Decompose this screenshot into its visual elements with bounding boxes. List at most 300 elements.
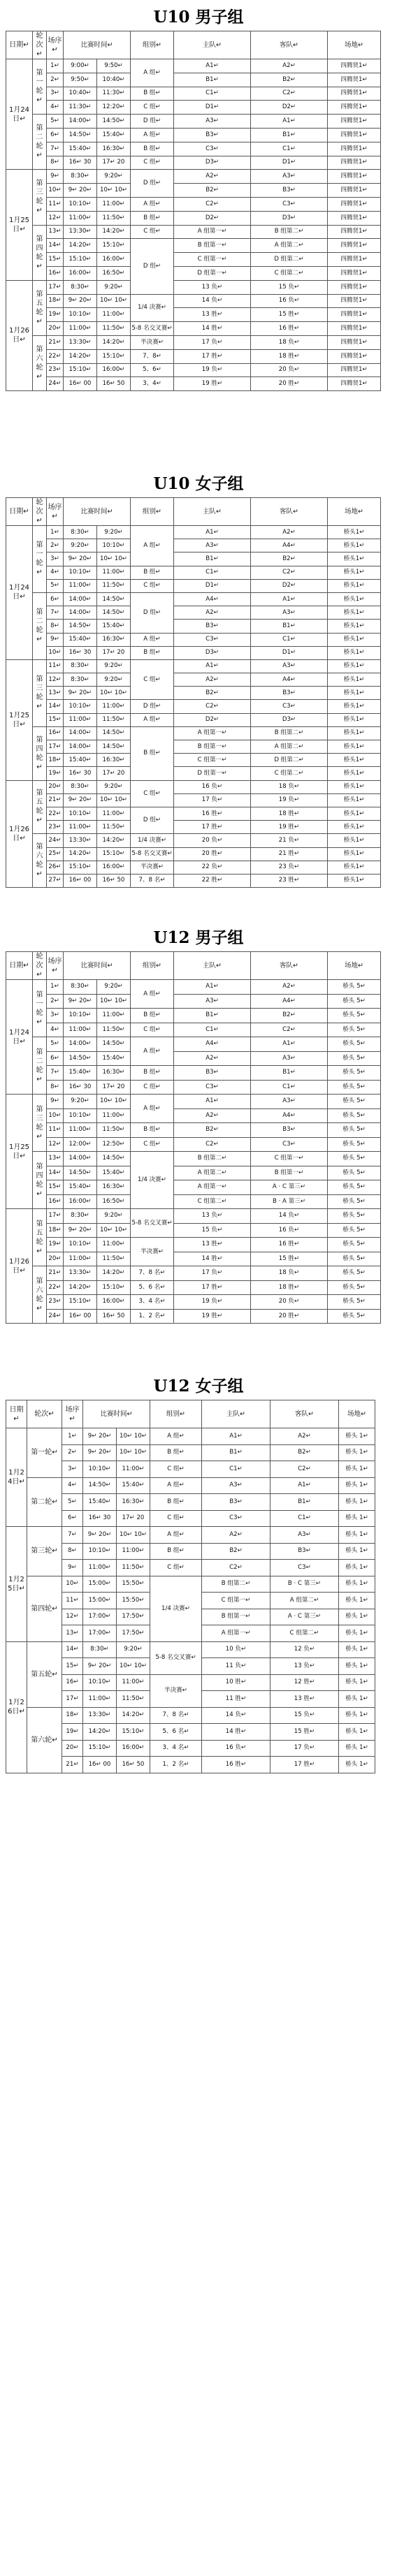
away-team-cell: A1↵ xyxy=(251,115,328,129)
start-time-cell: 9↵ 20↵ xyxy=(64,1223,97,1238)
date-cell: 1月26日↵ xyxy=(6,780,33,888)
match-no-cell: 13↵ xyxy=(47,687,64,700)
start-time-cell: 15:40↵ xyxy=(64,754,97,767)
away-team-cell: C2↵ xyxy=(270,1461,339,1478)
end-time-cell: 16:00↵ xyxy=(97,1295,131,1310)
venue-cell: 四腾贤1↵ xyxy=(328,322,381,336)
match-no-cell: 7↵ xyxy=(47,1066,64,1081)
home-team-cell: A2↵ xyxy=(174,1051,251,1066)
date-cell: 1月24日↵ xyxy=(6,526,33,660)
start-time-cell: 13:30↵ xyxy=(64,834,97,847)
home-team-cell: 17 胜↵ xyxy=(174,1280,251,1295)
end-time-cell: 17↵ 20 xyxy=(97,156,131,170)
table-row xyxy=(6,1461,375,1478)
away-team-cell: A3↵ xyxy=(251,1095,328,1109)
start-time-cell: 14:00↵ xyxy=(64,1152,97,1166)
home-team-cell: 16 负↵ xyxy=(174,780,251,793)
match-no-cell: 16↵ xyxy=(62,1674,83,1691)
home-team-cell: 13 胜↵ xyxy=(174,308,251,322)
end-time-cell: 15:40↵ xyxy=(97,620,131,633)
end-time-cell: 11:50↵ xyxy=(97,713,131,726)
group-cell: 5、6 名↵ xyxy=(131,1280,174,1295)
end-time-cell: 11:50↵ xyxy=(97,1123,131,1138)
start-time-cell: 11:30↵ xyxy=(64,101,97,115)
venue-cell: 桥头1↵ xyxy=(328,767,381,780)
home-team-cell: B3↵ xyxy=(202,1494,270,1511)
away-team-cell: A1↵ xyxy=(251,1037,328,1052)
group-cell: 3、4 名↵ xyxy=(131,1295,174,1310)
away-team-cell: B 组第二↵ xyxy=(251,225,328,239)
round-cell: 第六轮↵ xyxy=(33,1266,47,1324)
match-no-cell: 7↵ xyxy=(47,142,64,156)
venue-cell: 桥头 5↵ xyxy=(328,1066,381,1081)
home-team-cell: A1↵ xyxy=(202,1428,270,1445)
table-row xyxy=(6,566,381,579)
end-time-cell: 17:50↵ xyxy=(117,1609,150,1625)
header-date: 日期↵ xyxy=(6,498,33,526)
venue-cell: 四腾贤1↵ xyxy=(328,128,381,142)
table-row xyxy=(6,87,381,101)
venue-cell: 桥头 1↵ xyxy=(339,1510,375,1527)
home-team-cell: B2↵ xyxy=(202,1543,270,1560)
venue-cell: 桥头1↵ xyxy=(328,566,381,579)
match-no-cell: 17↵ xyxy=(62,1691,83,1708)
date-cell: 1月24日↵ xyxy=(6,1428,27,1527)
home-team-cell: C2↵ xyxy=(174,1137,251,1152)
start-time-cell: 8:30↵ xyxy=(64,526,97,539)
home-team-cell: B 组第二↵ xyxy=(202,1576,270,1593)
venue-cell: 桥头 5↵ xyxy=(328,1194,381,1209)
away-team-cell: C1↵ xyxy=(251,142,328,156)
match-no-cell: 17↵ xyxy=(47,740,64,754)
start-time-cell: 9↵ 20↵ xyxy=(83,1527,117,1544)
start-time-cell: 15:10↵ xyxy=(64,363,97,377)
group-cell: 1、2 名↵ xyxy=(150,1757,202,1773)
end-time-cell: 15:10↵ xyxy=(97,239,131,253)
match-no-cell: 21↵ xyxy=(62,1757,83,1773)
group-cell: A 组↵ xyxy=(131,526,174,566)
home-team-cell: 17 负↵ xyxy=(174,335,251,349)
venue-cell: 桥头 5↵ xyxy=(328,1123,381,1138)
venue-cell: 桥头 5↵ xyxy=(328,1238,381,1252)
table-row xyxy=(6,377,381,391)
table-row xyxy=(6,1309,381,1324)
venue-cell: 桥头 1↵ xyxy=(339,1707,375,1724)
match-no-cell: 16↵ xyxy=(47,1194,64,1209)
table-row xyxy=(6,633,381,646)
end-time-cell: 14:50↵ xyxy=(97,740,131,754)
venue-cell: 四腾贤1↵ xyxy=(328,253,381,267)
start-time-cell: 16↵ 00 xyxy=(83,1757,117,1773)
end-time-cell: 9:20↵ xyxy=(97,280,131,294)
home-team-cell: B3↵ xyxy=(174,1066,251,1081)
table-row xyxy=(6,1674,375,1691)
header-time: 比赛时间↵ xyxy=(64,498,131,526)
match-no-cell: 18↵ xyxy=(62,1707,83,1724)
away-team-cell: B3↵ xyxy=(270,1543,339,1560)
group-cell: 3、4 名↵ xyxy=(150,1740,202,1757)
round-cell: 第六轮↵ xyxy=(33,834,47,888)
away-team-cell: 18 胜↵ xyxy=(251,349,328,363)
header-home: 主队↵ xyxy=(174,952,251,980)
away-team-cell: 18 负↵ xyxy=(251,1266,328,1281)
home-team-cell: 13 胜↵ xyxy=(174,1238,251,1252)
header-time: 比赛时间↵ xyxy=(83,1400,150,1428)
header-group: 组别↵ xyxy=(131,498,174,526)
away-team-cell: C3↵ xyxy=(251,197,328,211)
end-time-cell: 11:00↵ xyxy=(97,807,131,820)
table-row xyxy=(6,253,381,267)
venue-cell: 桥头1↵ xyxy=(328,620,381,633)
round-cell: 第四轮↵ xyxy=(27,1576,62,1641)
start-time-cell: 14:20↵ xyxy=(64,1280,97,1295)
away-team-cell: A · C 第三↵ xyxy=(270,1609,339,1625)
venue-cell: 四腾贤1↵ xyxy=(328,239,381,253)
venue-cell: 桥头 5↵ xyxy=(328,1180,381,1195)
venue-cell: 桥头 1↵ xyxy=(339,1724,375,1741)
away-team-cell: A3↵ xyxy=(251,170,328,184)
home-team-cell: D 组第一↵ xyxy=(174,266,251,280)
round-cell: 第三轮↵ xyxy=(33,1095,47,1152)
venue-cell: 桥头 1↵ xyxy=(339,1641,375,1658)
home-team-cell: C1↵ xyxy=(202,1461,270,1478)
home-team-cell: 14 负↵ xyxy=(202,1707,270,1724)
table-row xyxy=(6,1080,381,1095)
end-time-cell: 16↵ 50 xyxy=(97,1309,131,1324)
header-date: 日期↵ xyxy=(6,31,33,59)
end-time-cell: 14:20↵ xyxy=(97,1266,131,1281)
end-time-cell: 14:50↵ xyxy=(97,1037,131,1052)
end-time-cell: 9:20↵ xyxy=(97,526,131,539)
group-cell: A 组↵ xyxy=(131,197,174,211)
home-team-cell: A3↵ xyxy=(174,539,251,552)
start-time-cell: 8:30↵ xyxy=(64,170,97,184)
end-time-cell: 11:00↵ xyxy=(97,566,131,579)
table-row xyxy=(6,73,381,87)
away-team-cell: D3↵ xyxy=(251,713,328,726)
round-cell: 第二轮↵ xyxy=(33,1037,47,1095)
table-row xyxy=(6,1477,375,1494)
match-no-cell: 21↵ xyxy=(47,793,64,807)
match-no-cell: 23↵ xyxy=(47,1295,64,1310)
match-no-cell: 6↵ xyxy=(47,1051,64,1066)
header-venue: 场地↵ xyxy=(339,1400,375,1428)
match-no-cell: 9↵ xyxy=(47,170,64,184)
venue-cell: 桥头1↵ xyxy=(328,592,381,606)
start-time-cell: 10:10↵ xyxy=(64,807,97,820)
home-team-cell: 16 负↵ xyxy=(202,1740,270,1757)
date-cell: 1月24日↵ xyxy=(6,980,33,1095)
header-home: 主队↵ xyxy=(174,31,251,59)
start-time-cell: 14:00↵ xyxy=(64,726,97,740)
home-team-cell: A1↵ xyxy=(174,59,251,73)
home-team-cell: C2↵ xyxy=(174,700,251,713)
away-team-cell: 16 胜↵ xyxy=(251,1238,328,1252)
match-no-cell: 7↵ xyxy=(62,1527,83,1544)
match-no-cell: 13↵ xyxy=(47,1152,64,1166)
group-cell: 1/4 决赛↵ xyxy=(131,294,174,322)
table-row xyxy=(6,1209,381,1224)
match-no-cell: 24↵ xyxy=(47,377,64,391)
match-no-cell: 8↵ xyxy=(62,1543,83,1560)
home-team-cell: A1↵ xyxy=(174,1095,251,1109)
table-row xyxy=(6,1428,375,1445)
header-home: 主队↵ xyxy=(174,498,251,526)
end-time-cell: 14:50↵ xyxy=(97,592,131,606)
group-cell: B 组↵ xyxy=(131,1066,174,1081)
venue-cell: 桥头 1↵ xyxy=(339,1444,375,1461)
match-no-cell: 17↵ xyxy=(47,280,64,294)
end-time-cell: 9:20↵ xyxy=(97,980,131,995)
group-cell: D 组↵ xyxy=(131,170,174,198)
group-cell: 1/4 决赛↵ xyxy=(150,1576,202,1641)
match-no-cell: 8↵ xyxy=(47,620,64,633)
group-cell: C 组↵ xyxy=(131,1023,174,1037)
away-team-cell: B2↵ xyxy=(251,73,328,87)
start-time-cell: 16↵ 30 xyxy=(64,646,97,659)
home-team-cell: 14 胜↵ xyxy=(174,1252,251,1266)
away-team-cell: 18 胜↵ xyxy=(251,1280,328,1295)
table-row xyxy=(6,170,381,184)
round-cell: 第三轮↵ xyxy=(33,659,47,726)
venue-cell: 四腾贤1↵ xyxy=(328,184,381,198)
match-no-cell: 15↵ xyxy=(62,1658,83,1675)
header-venue: 场地↵ xyxy=(328,952,381,980)
home-team-cell: C3↵ xyxy=(174,633,251,646)
table-row xyxy=(6,335,381,349)
end-time-cell: 15:10↵ xyxy=(97,847,131,861)
end-time-cell: 15:40↵ xyxy=(97,1051,131,1066)
venue-cell: 四腾贤1↵ xyxy=(328,101,381,115)
match-no-cell: 14↵ xyxy=(47,700,64,713)
venue-cell: 桥头 1↵ xyxy=(339,1428,375,1445)
away-team-cell: 19 胜↵ xyxy=(251,821,328,834)
start-time-cell: 10:10↵ xyxy=(64,1108,97,1123)
away-team-cell: B1↵ xyxy=(270,1494,339,1511)
start-time-cell: 14:20↵ xyxy=(64,847,97,861)
end-time-cell: 11:50↵ xyxy=(97,1023,131,1037)
table-row xyxy=(6,1238,381,1252)
table-row xyxy=(6,754,381,767)
date-cell: 1月26日↵ xyxy=(6,280,33,390)
start-time-cell: 11:00↵ xyxy=(64,713,97,726)
start-time-cell: 10:10↵ xyxy=(64,308,97,322)
group-cell: A 组↵ xyxy=(131,1095,174,1123)
end-time-cell: 11:00↵ xyxy=(97,308,131,322)
start-time-cell: 13:30↵ xyxy=(83,1707,117,1724)
header-away: 客队↵ xyxy=(251,498,328,526)
table-row xyxy=(6,1527,375,1544)
start-time-cell: 9↵ 20↵ xyxy=(83,1428,117,1445)
away-team-cell: D2↵ xyxy=(251,579,328,592)
round-cell: 第五轮↵ xyxy=(27,1641,62,1707)
start-time-cell: 11:00↵ xyxy=(83,1560,117,1576)
group-cell: B 组↵ xyxy=(150,1494,202,1511)
away-team-cell: 13 胜↵ xyxy=(270,1691,339,1708)
table-row xyxy=(6,539,381,552)
group-cell: B 组↵ xyxy=(131,1009,174,1023)
venue-cell: 桥头 1↵ xyxy=(339,1593,375,1609)
table-row xyxy=(6,280,381,294)
group-cell: 7、8 名↵ xyxy=(131,1266,174,1281)
home-team-cell: B2↵ xyxy=(174,1123,251,1138)
venue-cell: 桥头1↵ xyxy=(328,700,381,713)
away-team-cell: 21 胜↵ xyxy=(251,847,328,861)
home-team-cell: A 组第一↵ xyxy=(174,1180,251,1195)
home-team-cell: C3↵ xyxy=(174,1080,251,1095)
venue-cell: 桥头 5↵ xyxy=(328,1166,381,1180)
table-row xyxy=(6,1166,381,1180)
table-row xyxy=(6,861,381,874)
home-team-cell: A1↵ xyxy=(174,526,251,539)
venue-cell: 四腾贤1↵ xyxy=(328,349,381,363)
venue-cell: 桥头 5↵ xyxy=(328,1280,381,1295)
home-team-cell: A2↵ xyxy=(174,673,251,687)
venue-cell: 桥头1↵ xyxy=(328,713,381,726)
match-no-cell: 10↵ xyxy=(47,1108,64,1123)
group-cell: 5-8 名交叉赛↵ xyxy=(131,322,174,336)
round-cell: 第五轮↵ xyxy=(33,280,47,335)
end-time-cell: 11:50↵ xyxy=(97,579,131,592)
schedule-table xyxy=(6,497,381,888)
end-time-cell: 16:30↵ xyxy=(97,1066,131,1081)
venue-cell: 桥头 1↵ xyxy=(339,1757,375,1773)
table-row xyxy=(6,142,381,156)
end-time-cell: 14:20↵ xyxy=(117,1707,150,1724)
table-row xyxy=(6,713,381,726)
away-team-cell: D3↵ xyxy=(251,211,328,225)
end-time-cell: 10:40↵ xyxy=(97,73,131,87)
table-row xyxy=(6,1444,375,1461)
end-time-cell: 17↵ 20 xyxy=(97,1080,131,1095)
start-time-cell: 10:10↵ xyxy=(64,566,97,579)
home-team-cell: 10 负↵ xyxy=(202,1641,270,1658)
home-team-cell: 19 胜↵ xyxy=(174,377,251,391)
match-no-cell: 22↵ xyxy=(47,1280,64,1295)
venue-cell: 桥头 1↵ xyxy=(339,1477,375,1494)
home-team-cell: 22 负↵ xyxy=(174,861,251,874)
date-cell: 1月25日↵ xyxy=(6,659,33,780)
away-team-cell: B · C 第三↵ xyxy=(270,1576,339,1593)
end-time-cell: 15:10↵ xyxy=(97,1280,131,1295)
table-row xyxy=(6,1280,381,1295)
venue-cell: 桥头 5↵ xyxy=(328,1095,381,1109)
table-row xyxy=(6,308,381,322)
away-team-cell: A3↵ xyxy=(270,1527,339,1544)
home-team-cell: A3↵ xyxy=(174,115,251,129)
section-u10b xyxy=(0,4,397,391)
group-cell: C 组↵ xyxy=(150,1510,202,1527)
venue-cell: 桥头 5↵ xyxy=(328,1295,381,1310)
venue-cell: 四腾贤1↵ xyxy=(328,363,381,377)
start-time-cell: 10:10↵ xyxy=(83,1461,117,1478)
match-no-cell: 10↵ xyxy=(62,1576,83,1593)
match-no-cell: 6↵ xyxy=(47,128,64,142)
venue-cell: 四腾贤1↵ xyxy=(328,308,381,322)
end-time-cell: 10↵ 10↵ xyxy=(97,552,131,566)
start-time-cell: 15:10↵ xyxy=(64,861,97,874)
home-team-cell: A3↵ xyxy=(174,994,251,1009)
table-row xyxy=(6,294,381,308)
group-cell: B 组↵ xyxy=(131,142,174,156)
venue-cell: 桥头1↵ xyxy=(328,687,381,700)
end-time-cell: 16:50↵ xyxy=(97,266,131,280)
home-team-cell: A 组第一↵ xyxy=(174,726,251,740)
end-time-cell: 10:10↵ xyxy=(97,539,131,552)
table-row xyxy=(6,115,381,129)
start-time-cell: 17:00↵ xyxy=(83,1609,117,1625)
header-home: 主队↵ xyxy=(202,1400,270,1428)
start-time-cell: 10:10↵ xyxy=(64,1238,97,1252)
venue-cell: 四腾贤1↵ xyxy=(328,280,381,294)
round-cell: 第四轮↵ xyxy=(33,225,47,280)
group-cell: B 组↵ xyxy=(131,87,174,101)
end-time-cell: 11:00↵ xyxy=(97,1108,131,1123)
header-round: 轮次↵ xyxy=(33,31,47,59)
home-team-cell: 22 胜↵ xyxy=(174,874,251,887)
home-team-cell: B 组第二↵ xyxy=(174,1152,251,1166)
away-team-cell: A3↵ xyxy=(251,1051,328,1066)
schedule-table xyxy=(6,31,381,391)
table-row xyxy=(6,1137,381,1152)
end-time-cell: 14:50↵ xyxy=(97,1152,131,1166)
group-cell: 1/4 决赛↵ xyxy=(131,834,174,847)
group-cell: 1、2 名↵ xyxy=(131,1309,174,1324)
end-time-cell: 17↵ 20 xyxy=(97,646,131,659)
table-row xyxy=(6,1757,375,1773)
away-team-cell: A · C 第三↵ xyxy=(251,1180,328,1195)
away-team-cell: 20 负↵ xyxy=(251,363,328,377)
start-time-cell: 14:00↵ xyxy=(64,606,97,620)
group-cell: A 组↵ xyxy=(150,1477,202,1494)
group-cell: B 组↵ xyxy=(131,726,174,780)
home-team-cell: B1↵ xyxy=(174,73,251,87)
away-team-cell: C3↵ xyxy=(251,700,328,713)
start-time-cell: 9:00↵ xyxy=(64,59,97,73)
header-match-no: 场序↵ xyxy=(62,1400,83,1428)
away-team-cell: A4↵ xyxy=(251,539,328,552)
home-team-cell: B1↵ xyxy=(202,1444,270,1461)
end-time-cell: 9:20↵ xyxy=(97,170,131,184)
venue-cell: 桥头 5↵ xyxy=(328,1309,381,1324)
group-cell: A 组↵ xyxy=(131,1037,174,1066)
round-cell: 第一轮↵ xyxy=(33,59,47,115)
group-cell: C 组↵ xyxy=(131,156,174,170)
group-cell: 3、4↵ xyxy=(131,377,174,391)
start-time-cell: 16:00↵ xyxy=(64,266,97,280)
table-row xyxy=(6,156,381,170)
away-team-cell: C 组第二↵ xyxy=(270,1625,339,1642)
home-team-cell: C1↵ xyxy=(174,566,251,579)
end-time-cell: 11:00↵ xyxy=(117,1461,150,1478)
venue-cell: 桥头 5↵ xyxy=(328,1051,381,1066)
start-time-cell: 14:00↵ xyxy=(64,592,97,606)
end-time-cell: 17↵ 20 xyxy=(97,767,131,780)
group-cell: B 组↵ xyxy=(131,1123,174,1138)
venue-cell: 桥头 5↵ xyxy=(328,1266,381,1281)
away-team-cell: D1↵ xyxy=(251,156,328,170)
end-time-cell: 15:40↵ xyxy=(97,1166,131,1180)
home-team-cell: C1↵ xyxy=(174,87,251,101)
venue-cell: 桥头 5↵ xyxy=(328,994,381,1009)
start-time-cell: 9↵ 20↵ xyxy=(83,1658,117,1675)
match-no-cell: 5↵ xyxy=(62,1494,83,1511)
home-team-cell: 20 胜↵ xyxy=(174,847,251,861)
group-cell: 5-8 名交叉赛↵ xyxy=(131,847,174,861)
start-time-cell: 16↵ 30 xyxy=(83,1510,117,1527)
end-time-cell: 16↵ 50 xyxy=(97,874,131,887)
table-row xyxy=(6,1023,381,1037)
